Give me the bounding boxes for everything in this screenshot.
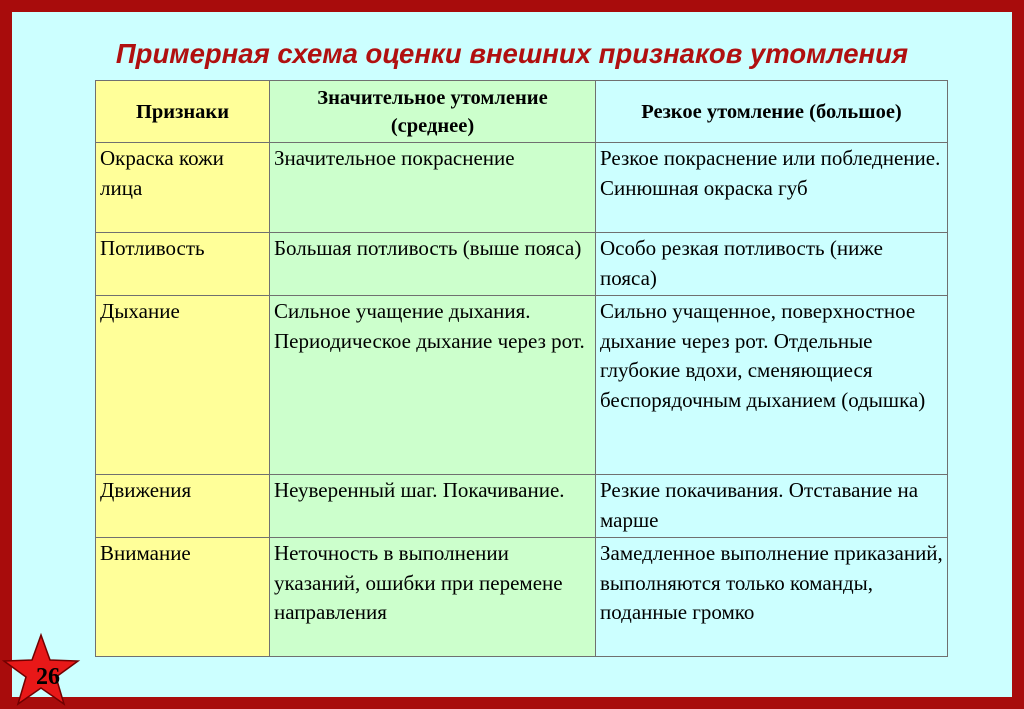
slide-title: Примерная схема оценки внешних признаков утомления — [115, 38, 909, 69]
cell-severe: Резкое покраснение или побледнение. Синюшная окраска губ — [596, 143, 948, 233]
slide — [12, 12, 1012, 697]
fatigue-table — [95, 80, 948, 657]
cell-sign: Дыхание — [96, 296, 270, 475]
cell-sign: Внимание — [96, 538, 270, 657]
cell-moderate: Большая потливость (выше пояса) — [270, 233, 596, 296]
header-moderate-fatigue: Значительное утомление (среднее) — [270, 81, 596, 143]
table-row — [96, 233, 948, 296]
slide-number: 26 — [36, 664, 60, 690]
cell-moderate: Неуверенный шаг. Покачивание. — [270, 475, 596, 538]
cell-moderate: Неточность в выполнении указаний, ошибки при перемене направления — [270, 538, 596, 657]
cell-sign: Потливость — [96, 233, 270, 296]
cell-severe: Замедленное выполнение приказаний, выполняются только команды, поданные громко — [596, 538, 948, 657]
table-row — [96, 143, 948, 233]
cell-moderate: Значительное покраснение — [270, 143, 596, 233]
cell-sign: Окраска кожи лица — [96, 143, 270, 233]
cell-severe: Сильно учащенное, поверхностное дыхание через рот. Отдельные глубокие вдохи, сменяющиеся беспорядочным дыханием (одышка) — [596, 296, 948, 475]
header-signs: Признаки — [96, 81, 270, 143]
cell-severe: Особо резкая потливость (ниже пояса) — [596, 233, 948, 296]
header-severe-fatigue: Резкое утомление (большое) — [596, 81, 948, 143]
cell-moderate: Сильное учащение дыхания. Периодическое дыхание через рот. — [270, 296, 596, 475]
table-row — [96, 538, 948, 657]
cell-severe: Резкие покачивания. Отставание на марше — [596, 475, 948, 538]
cell-sign: Движения — [96, 475, 270, 538]
table-row — [96, 475, 948, 538]
table-row — [96, 296, 948, 475]
table-header-row — [96, 81, 948, 143]
